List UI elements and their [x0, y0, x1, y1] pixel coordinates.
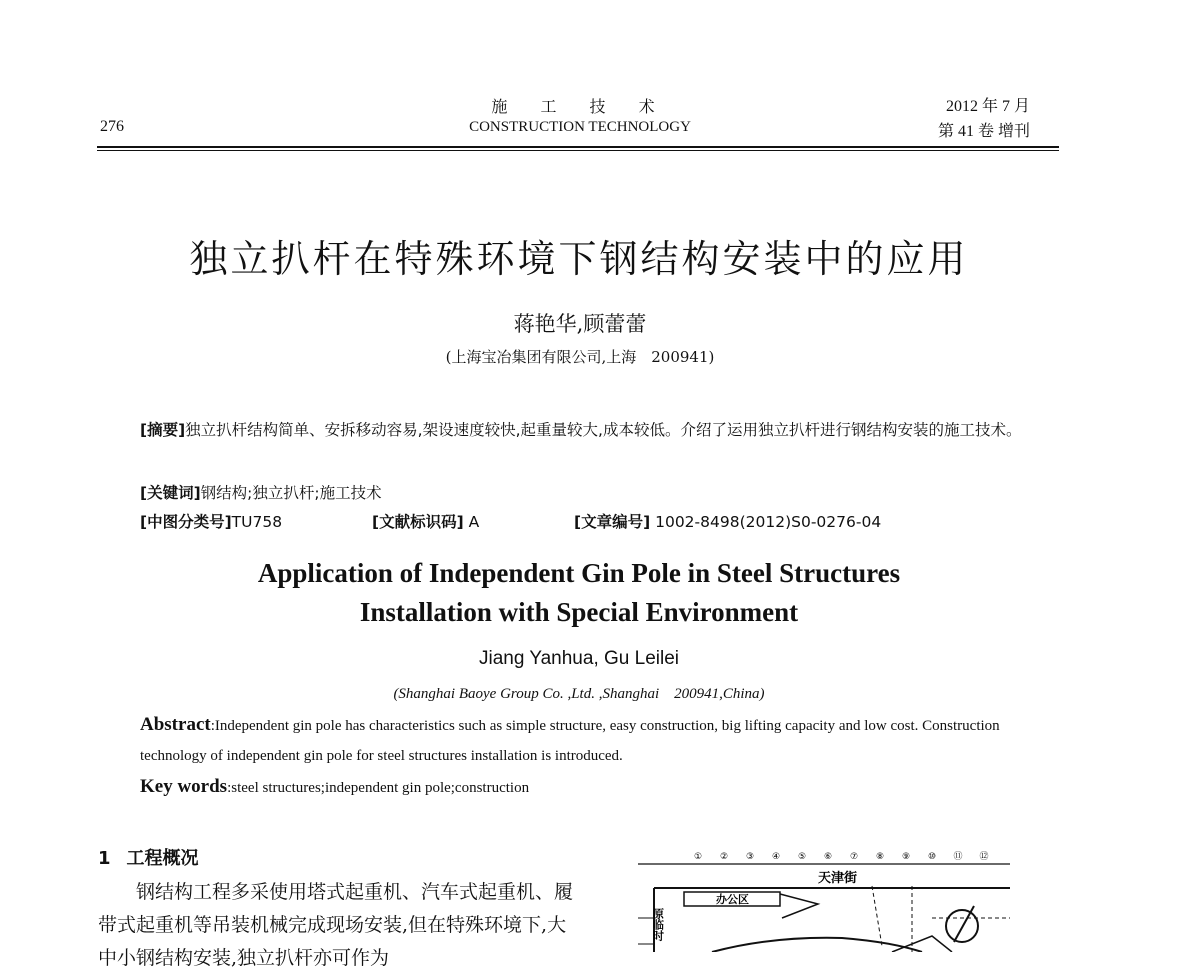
clc-label: [中图分类号]: [140, 513, 232, 531]
axis-label: ①: [693, 852, 703, 862]
journal-name-en: CONSTRUCTION TECHNOLOGY: [469, 119, 691, 135]
axis-label: ⑤: [797, 852, 807, 862]
section-body: [98, 876, 578, 975]
side-label: 原临时: [651, 908, 665, 941]
keywords-cn: [140, 481, 382, 503]
grid-line: [872, 886, 882, 946]
clc-number: [140, 510, 282, 532]
keywords-en-text: :steel structures;independent gin pole;construction: [227, 780, 530, 796]
article-label: [文章编号]: [574, 513, 651, 531]
axis-label: ⑦: [849, 852, 859, 862]
axis-label: ⑨: [901, 852, 911, 862]
abstract-cn: [140, 416, 1030, 445]
issue-date: 2012 年 7 月: [945, 98, 1030, 115]
paper-title-en-line1: Application of Independent Gin Pole in Steel Structures: [257, 558, 901, 588]
section-number: 1: [98, 848, 111, 869]
axis-label: ⑪: [953, 852, 963, 862]
axis-label: ③: [745, 852, 755, 862]
axis-label: ⑧: [875, 852, 885, 862]
axis-label: ⑩: [927, 852, 937, 862]
section-paragraph: 钢结构工程多采使用塔式起重机、汽车式起重机、履带式起重机等吊装机械完成现场安装,但在特殊环境下,大中小钢结构安装,独立扒杆亦可作为: [98, 881, 574, 969]
section-title: 工程概况: [126, 848, 199, 869]
clc-value: TU758: [231, 513, 283, 531]
article-value: 1002-8498(2012)S0-0276-04: [650, 513, 882, 531]
doc-value: A: [463, 513, 480, 531]
doc-label: [文献标识码]: [372, 513, 464, 531]
access-road: [780, 894, 818, 918]
header-rule-thick: [97, 146, 1059, 148]
structure-outline: [892, 936, 952, 952]
affiliation-en: (Shanghai Baoye Group Co. ,Ltd. ,Shanghai 200941,China): [393, 686, 765, 702]
journal-name: [420, 94, 740, 136]
axis-label: ④: [771, 852, 781, 862]
journal-name-cn: 施 工 技 术: [491, 97, 669, 116]
affiliation-cn: (上海宝冶集团有限公司,上海 200941): [445, 348, 715, 366]
article-number: [574, 510, 881, 532]
site-curve: [712, 938, 922, 952]
authors-en: Jiang Yanhua, Gu Leilei: [478, 648, 679, 669]
abstract-en: [140, 710, 1030, 771]
street-label: 天津街: [818, 871, 858, 886]
issue-info: [900, 94, 1030, 144]
paper-title-en: [0, 554, 1158, 632]
keywords-en: [140, 776, 529, 798]
keywords-cn-text: 钢结构;独立扒杆;施工技术: [200, 484, 382, 502]
page-number: 276: [100, 118, 124, 135]
doc-code: [372, 510, 479, 532]
abstract-cn-label: [摘要]: [140, 421, 186, 439]
authors-cn: 蒋艳华,顾蕾蕾: [513, 312, 647, 336]
axis-labels: [694, 851, 989, 862]
abstract-en-label: Abstract: [140, 714, 211, 735]
axis-label: ②: [719, 852, 729, 862]
header-rule-thin: [97, 150, 1059, 151]
paper-title-en-line2: Installation with Special Environment: [359, 597, 799, 627]
keywords-cn-label: [关键词]: [140, 484, 201, 502]
site-plan-figure: [632, 846, 1012, 952]
axis-label: ⑥: [823, 852, 833, 862]
office-label: 办公区: [716, 893, 749, 906]
issue-volume: 第 41 卷 增刊: [937, 123, 1030, 140]
keywords-en-label: Key words: [140, 776, 228, 797]
abstract-en-text: :Independent gin pole has characteristics such as simple structure, easy construction, big lifting capacity and low cost. Construction technology of independent gin pole for steel structures installation is introduced.: [140, 718, 1000, 764]
section-heading: [98, 844, 199, 870]
abstract-cn-text: 独立扒杆结构简单、安拆移动容易,架设速度较快,起重量较大,成本较低。介绍了运用独立扒杆进行钢结构安装的施工技术。: [185, 421, 1022, 439]
paper-title-cn: 独立扒杆在特殊环境下钢结构安装中的应用: [189, 237, 969, 281]
axis-label: ⑫: [979, 852, 989, 862]
